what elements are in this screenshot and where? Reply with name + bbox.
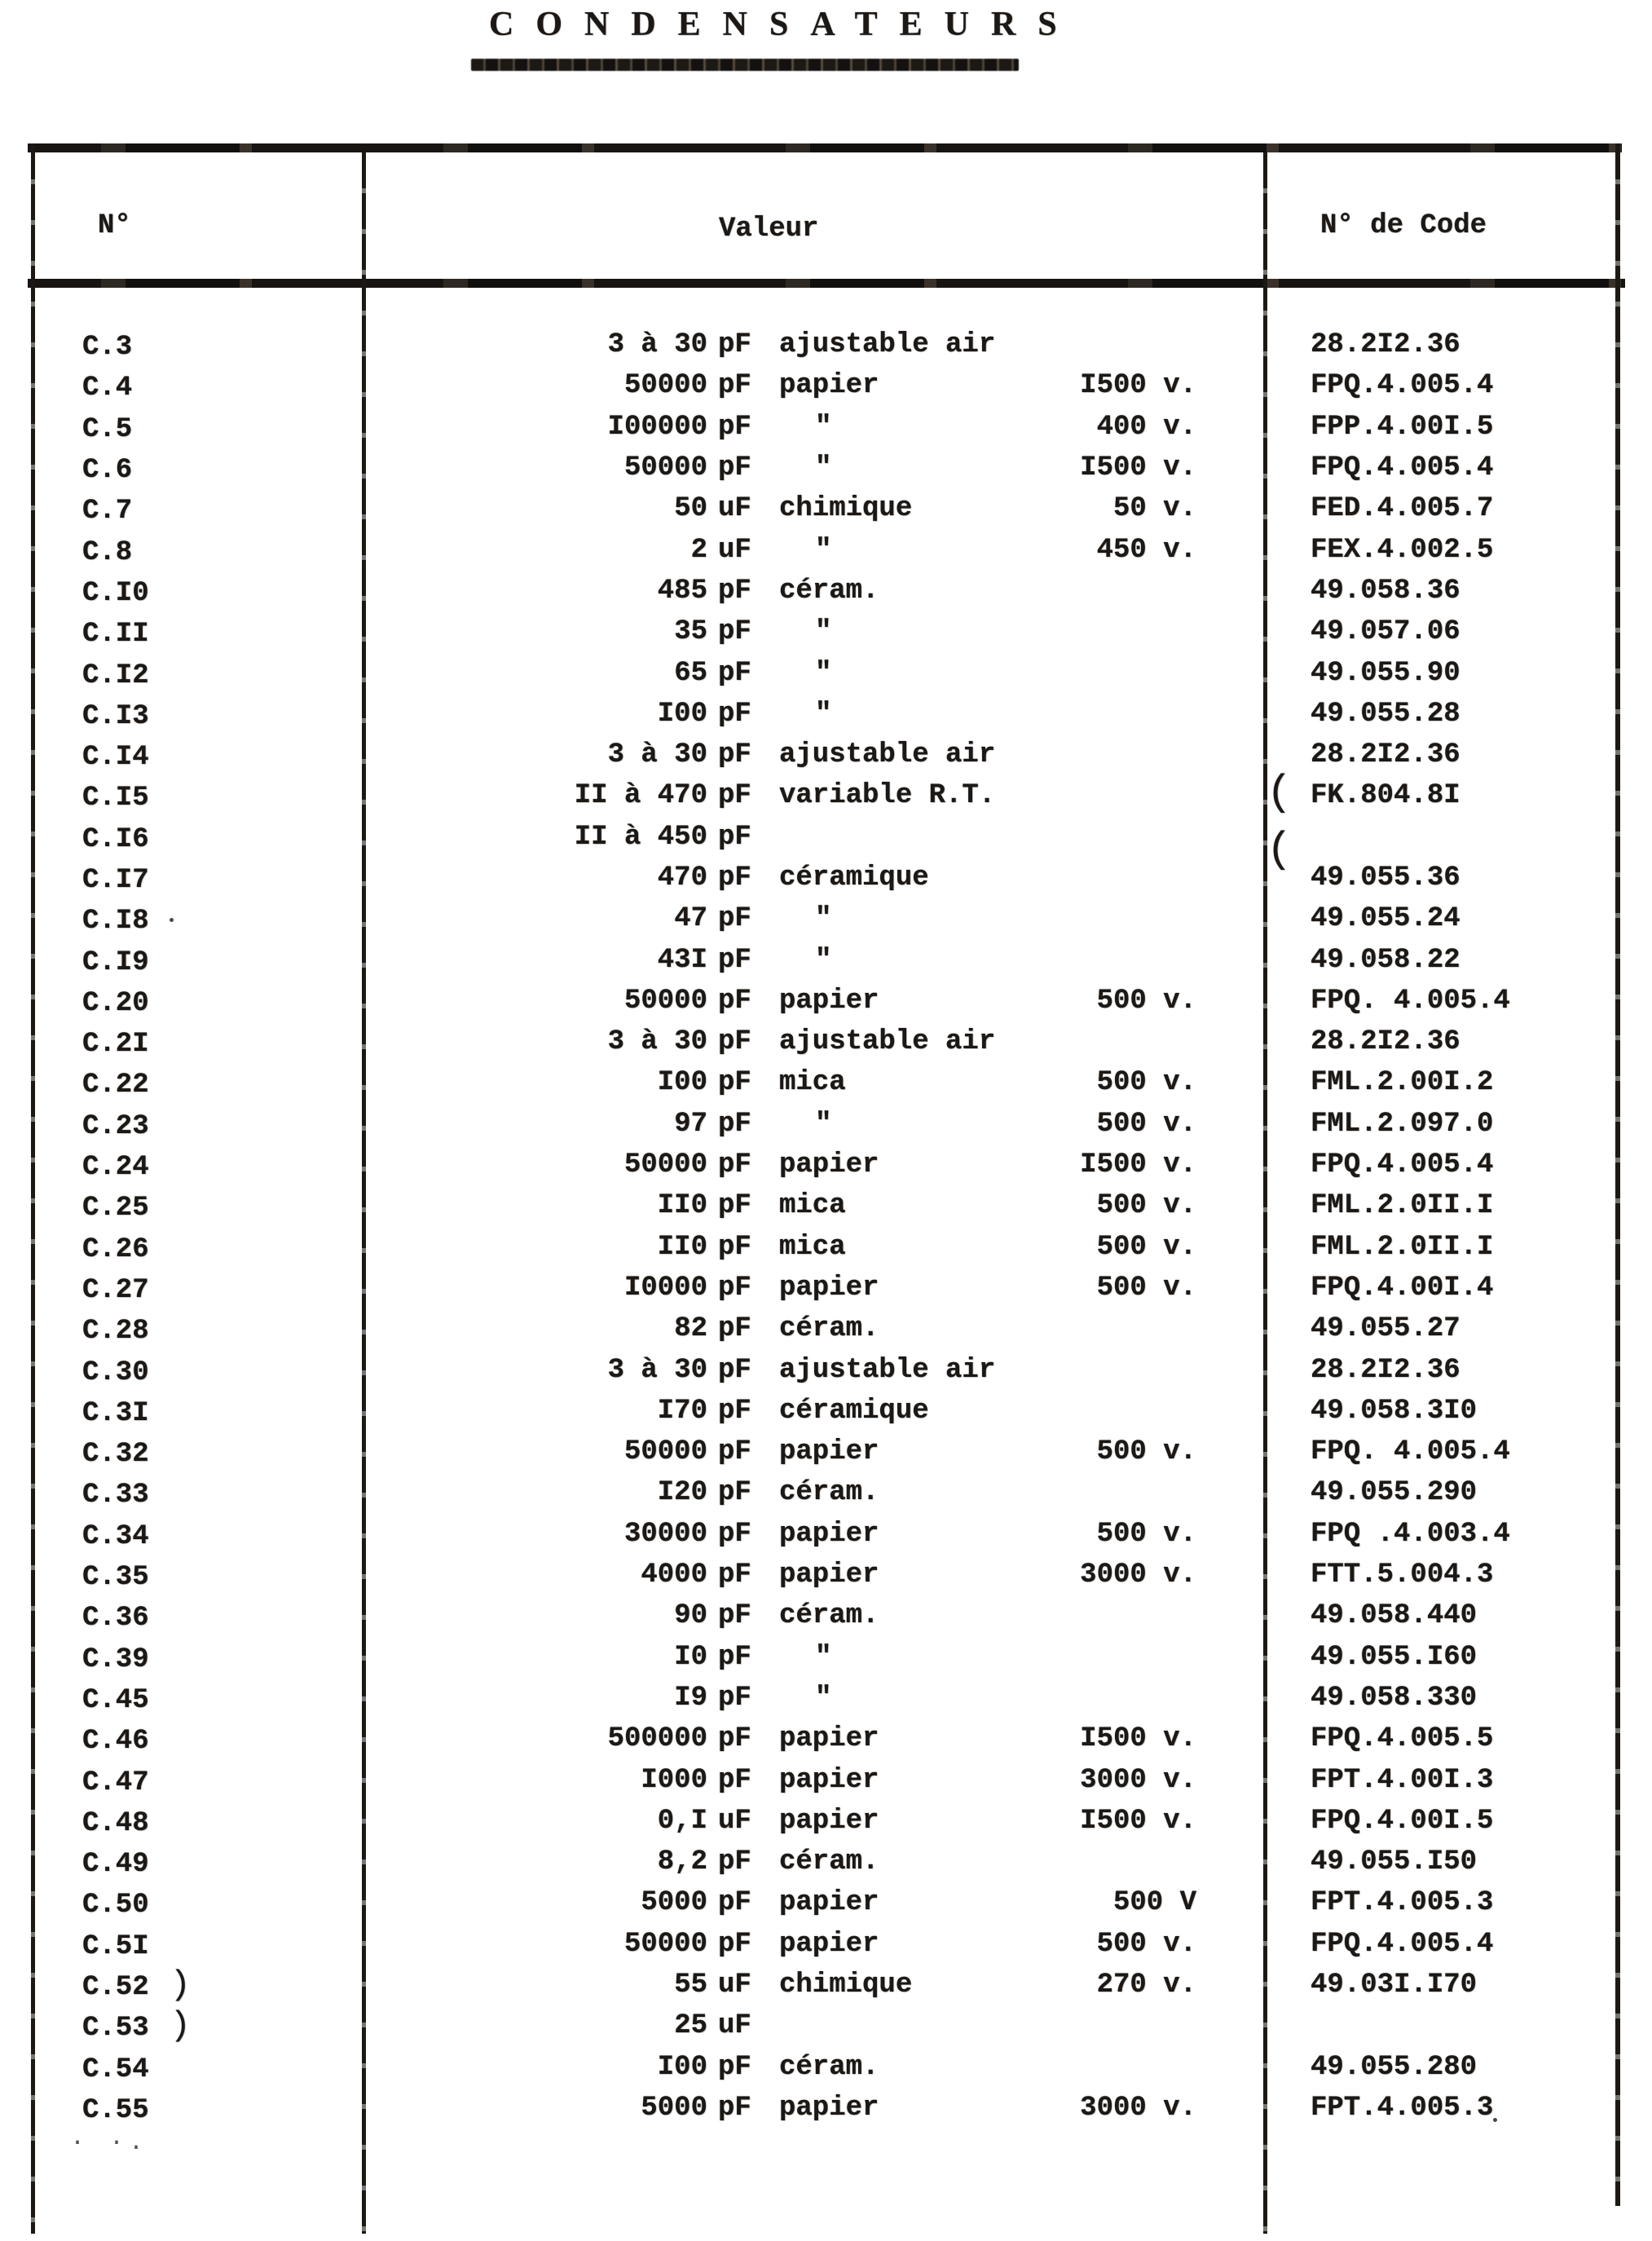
row-code: 49.058.3I0	[1311, 1395, 1478, 1427]
row-code: FML.2.0II.I	[1311, 1231, 1494, 1263]
row-code: 49.055.36	[1311, 862, 1460, 893]
row-code: FPQ.4.00I.4	[1311, 1272, 1494, 1304]
table-row	[35, 858, 1615, 898]
row-material: papier	[779, 1559, 879, 1591]
table-row	[35, 1842, 1615, 1882]
row-material: mica	[779, 1231, 846, 1263]
row-amount: 3 à 30	[607, 329, 707, 361]
row-unit: pF	[718, 1887, 751, 1919]
row-no: C.20	[82, 987, 149, 1019]
row-voltage: 500 v.	[1096, 985, 1196, 1017]
row-material: variable R.T.	[779, 780, 996, 812]
row-no: C.I0	[82, 577, 149, 609]
row-amount: 90	[674, 1600, 707, 1632]
row-unit: pF	[718, 1395, 751, 1427]
row-code: 49.057.06	[1311, 616, 1460, 648]
row-unit: uF	[718, 534, 751, 566]
row-unit: pF	[718, 1723, 751, 1755]
row-amount: 30000	[623, 1518, 707, 1550]
row-amount: 50000	[623, 1928, 707, 1960]
row-no: C.30	[82, 1357, 149, 1388]
row-code: FML.2.097.0	[1311, 1108, 1494, 1140]
row-amount: I00000	[607, 411, 707, 443]
row-material: "	[815, 1108, 830, 1140]
table-row	[35, 1185, 1615, 1226]
table-row	[35, 652, 1615, 693]
row-unit: pF	[718, 1477, 751, 1509]
row-unit: pF	[718, 1149, 751, 1181]
row-material: céram.	[779, 1477, 879, 1509]
row-unit: pF	[718, 1272, 751, 1304]
row-material: ajustable air	[779, 739, 996, 771]
table-row	[35, 1595, 1615, 1636]
row-no: C.7	[82, 496, 133, 527]
row-no: C.I6	[82, 823, 149, 855]
row-material: papier	[779, 1149, 879, 1181]
row-code: 49.055.28	[1311, 698, 1460, 730]
row-code: 49.058.330	[1311, 1682, 1478, 1714]
row-code: FK.804.8I	[1311, 780, 1460, 812]
row-amount: II0	[657, 1231, 707, 1263]
row-material: "	[815, 411, 830, 443]
row-material: papier	[779, 1723, 879, 1755]
table-row	[35, 488, 1615, 529]
row-unit: pF	[718, 944, 751, 976]
table-row	[35, 1965, 1615, 2005]
row-unit: uF	[718, 1805, 751, 1837]
row-unit: pF	[718, 1641, 751, 1673]
row-amount: 3 à 30	[607, 739, 707, 771]
row-unit: pF	[718, 1764, 751, 1796]
row-amount: 4000	[641, 1559, 707, 1591]
table-row	[35, 1555, 1615, 1595]
row-amount: 50000	[623, 370, 707, 402]
row-amount: 50000	[623, 1436, 707, 1468]
row-code: 49.058.36	[1311, 575, 1460, 607]
row-unit: pF	[718, 739, 751, 771]
row-code: FPQ .4.003.4	[1311, 1518, 1510, 1550]
table-row	[35, 735, 1615, 775]
table-top-rule	[28, 143, 1622, 152]
row-code: FPQ.4.005.4	[1311, 370, 1494, 402]
row-no: C.5I	[82, 1930, 149, 1962]
row-material: céramique	[779, 862, 929, 893]
row-amount: 97	[674, 1108, 707, 1140]
row-amount: 8,2	[657, 1846, 707, 1878]
header-code: N° de Code	[1320, 210, 1487, 241]
row-voltage: I500 v.	[1080, 1723, 1196, 1755]
row-no: C.I3	[82, 700, 149, 732]
row-no: C.33	[82, 1480, 149, 1511]
row-material: "	[815, 452, 830, 484]
row-amount: 35	[674, 616, 707, 648]
row-voltage: 400 v.	[1096, 411, 1196, 443]
row-amount: I00	[657, 698, 707, 730]
row-amount: I00	[657, 1067, 707, 1099]
row-unit: pF	[718, 657, 751, 689]
row-no: C.50	[82, 1890, 149, 1921]
row-amount: 50	[674, 493, 707, 525]
table-row	[35, 1514, 1615, 1555]
row-material: papier	[779, 1805, 879, 1837]
row-amount: 470	[657, 862, 707, 893]
row-voltage: 50 v.	[1112, 493, 1196, 525]
row-unit: pF	[718, 1108, 751, 1140]
row-material: céram.	[779, 2051, 879, 2083]
row-code: 49.055.I60	[1311, 1641, 1478, 1673]
row-unit: pF	[718, 1846, 751, 1878]
table-row	[35, 2046, 1615, 2087]
table-row	[35, 1472, 1615, 1513]
row-material: chimique	[779, 1970, 913, 2001]
table-row	[35, 1924, 1615, 1965]
row-material: papier	[779, 2092, 879, 2124]
row-code: FPT.4.005.3	[1311, 2092, 1494, 2124]
row-no: C.26	[82, 1233, 149, 1265]
row-unit: pF	[718, 1067, 751, 1099]
row-material: papier	[779, 1272, 879, 1304]
table-row	[35, 981, 1615, 1021]
row-code: 28.2I2.36	[1311, 1354, 1460, 1386]
table-row	[35, 769, 1615, 818]
row-voltage: 500 v.	[1096, 1272, 1196, 1304]
table-row	[35, 611, 1615, 652]
row-amount: 485	[657, 575, 707, 607]
ink-speck	[1493, 2118, 1497, 2122]
row-code: 49.055.I50	[1311, 1846, 1478, 1878]
row-unit: pF	[718, 903, 751, 935]
row-unit: pF	[718, 698, 751, 730]
row-no: C.8	[82, 536, 133, 568]
row-code: FPQ.4.005.5	[1311, 1723, 1494, 1755]
row-unit: pF	[718, 1928, 751, 1960]
row-code: FPQ.4.005.4	[1311, 1928, 1494, 1960]
row-amount: 500000	[607, 1723, 707, 1755]
row-no: C.3I	[82, 1397, 149, 1429]
row-amount: II à 470	[574, 780, 707, 812]
table-row	[35, 2088, 1615, 2129]
row-code: FTT.5.004.3	[1311, 1559, 1494, 1591]
row-voltage: 450 v.	[1096, 534, 1196, 566]
row-no: C.45	[82, 1684, 149, 1716]
row-amount: I70	[657, 1395, 707, 1427]
row-amount: 3 à 30	[607, 1026, 707, 1058]
row-no: C.49	[82, 1849, 149, 1881]
row-material: ajustable air	[779, 329, 996, 361]
row-amount: 5000	[641, 1887, 707, 1919]
row-code: FML.2.0II.I	[1311, 1190, 1494, 1222]
row-amount: 3 à 30	[607, 1354, 707, 1386]
row-material: "	[815, 1641, 830, 1673]
row-unit: uF	[718, 1970, 751, 2001]
table-row	[35, 1637, 1615, 1678]
table-row	[35, 1145, 1615, 1185]
table-row	[35, 1227, 1615, 1268]
table-row	[35, 1308, 1615, 1349]
document-title: CONDENSATEURS	[489, 6, 1079, 43]
row-code: FED.4.005.7	[1311, 493, 1494, 525]
row-material: céram.	[779, 575, 879, 607]
table-row	[35, 2005, 1615, 2046]
row-no: C.46	[82, 1726, 149, 1758]
row-unit: pF	[718, 1600, 751, 1632]
row-material: chimique	[779, 493, 913, 525]
row-no: C.3	[82, 332, 133, 364]
row-no: C.24	[82, 1152, 149, 1184]
table-row	[35, 571, 1615, 611]
row-voltage: I500 v.	[1080, 370, 1196, 402]
row-no: C.27	[82, 1274, 149, 1306]
row-no: C.52	[82, 1972, 149, 2004]
row-material: ajustable air	[779, 1354, 996, 1386]
row-unit: pF	[718, 329, 751, 361]
row-voltage: 500 V	[1112, 1887, 1196, 1919]
row-code: FPP.4.00I.5	[1311, 411, 1494, 443]
header-no: N°	[98, 210, 131, 241]
row-code-prefix: (	[1267, 769, 1293, 818]
row-no: C.22	[82, 1070, 149, 1101]
row-unit: pF	[718, 985, 751, 1017]
row-amount: I20	[657, 1477, 707, 1509]
row-no: C.6	[82, 455, 133, 487]
table-row	[35, 898, 1615, 939]
row-amount: 0,I	[657, 1805, 707, 1837]
row-no: C.I9	[82, 946, 149, 978]
table-row	[35, 529, 1615, 570]
row-code: FPQ.4.00I.5	[1311, 1805, 1494, 1837]
row-no: C.54	[82, 2054, 149, 2085]
row-amount: I9	[674, 1682, 707, 1714]
table-row	[35, 1801, 1615, 1842]
row-voltage: 3000 v.	[1080, 1764, 1196, 1796]
row-no: C.4	[82, 373, 133, 404]
row-material: papier	[779, 370, 879, 402]
ink-speck	[170, 918, 174, 922]
row-unit: pF	[718, 1436, 751, 1468]
table-row	[35, 1062, 1615, 1103]
row-unit: uF	[718, 493, 751, 525]
row-unit: pF	[718, 862, 751, 893]
row-code: 28.2I2.36	[1311, 739, 1460, 771]
row-amount: II0	[657, 1190, 707, 1222]
row-material: papier	[779, 1887, 879, 1919]
row-material: mica	[779, 1190, 846, 1222]
row-amount: I0	[674, 1641, 707, 1673]
table-border-right	[1615, 143, 1620, 2206]
table-row	[35, 1349, 1615, 1390]
row-material: "	[815, 1682, 830, 1714]
row-unit: pF	[718, 780, 751, 812]
row-no-suffix: )	[170, 2006, 191, 2046]
row-material: mica	[779, 1067, 846, 1099]
row-material: céramique	[779, 1395, 929, 1427]
row-material: céram.	[779, 1600, 879, 1632]
row-unit: pF	[718, 2092, 751, 2124]
title-underline-smudge	[471, 59, 1019, 71]
row-amount: 50000	[623, 1149, 707, 1181]
row-unit: pF	[718, 2051, 751, 2083]
row-unit: pF	[718, 1682, 751, 1714]
table-row	[35, 1104, 1615, 1145]
row-code: FPT.4.005.3	[1311, 1887, 1494, 1919]
row-amount: 25	[674, 2010, 707, 2042]
row-no: C.35	[82, 1562, 149, 1594]
row-voltage: 3000 v.	[1080, 2092, 1196, 2124]
row-code: 49.058.440	[1311, 1600, 1478, 1632]
row-unit: pF	[718, 1313, 751, 1345]
row-amount: 43I	[657, 944, 707, 976]
row-code: 49.055.280	[1311, 2051, 1478, 2083]
row-unit: pF	[718, 1026, 751, 1058]
row-material: papier	[779, 985, 879, 1017]
row-material: papier	[779, 1436, 879, 1468]
table-row	[35, 1021, 1615, 1062]
row-code-prefix: (	[1267, 825, 1293, 874]
row-no: C.I4	[82, 742, 149, 774]
row-code: FPT.4.00I.3	[1311, 1764, 1494, 1796]
table-row	[35, 817, 1615, 874]
row-unit: pF	[718, 411, 751, 443]
row-no: C.5	[82, 413, 133, 445]
row-voltage: 500 v.	[1096, 1108, 1196, 1140]
table-row	[35, 1718, 1615, 1759]
row-material: ajustable air	[779, 1026, 996, 1058]
row-amount: I0000	[623, 1272, 707, 1304]
table-row	[35, 1759, 1615, 1800]
row-material: papier	[779, 1764, 879, 1796]
row-amount: 65	[674, 657, 707, 689]
table-row	[35, 448, 1615, 488]
table-row	[35, 1678, 1615, 1718]
row-no: C.25	[82, 1193, 149, 1224]
row-no: C.34	[82, 1520, 149, 1552]
row-amount: 47	[674, 903, 707, 935]
row-unit: pF	[718, 1190, 751, 1222]
row-voltage: 500 v.	[1096, 1190, 1196, 1222]
row-material: "	[815, 616, 830, 648]
row-amount: 2	[690, 534, 707, 566]
row-no: C.36	[82, 1603, 149, 1634]
row-code: 28.2I2.36	[1311, 329, 1460, 361]
row-no: C.39	[82, 1643, 149, 1675]
row-amount: 55	[674, 1970, 707, 2001]
row-amount: 5000	[641, 2092, 707, 2124]
row-code: 49.055.24	[1311, 903, 1460, 935]
table-row	[35, 1882, 1615, 1923]
row-code: 28.2I2.36	[1311, 1026, 1460, 1058]
row-voltage: I500 v.	[1080, 1149, 1196, 1181]
row-no: C.I7	[82, 865, 149, 896]
row-amount: I000	[641, 1764, 707, 1796]
table-row	[35, 939, 1615, 980]
row-unit: pF	[718, 1354, 751, 1386]
row-voltage: 500 v.	[1096, 1231, 1196, 1263]
row-material: céram.	[779, 1846, 879, 1878]
row-voltage: 500 v.	[1096, 1928, 1196, 1960]
row-unit: pF	[718, 1559, 751, 1591]
row-code: 49.03I.I70	[1311, 1970, 1478, 2001]
row-voltage: I500 v.	[1080, 452, 1196, 484]
row-no: C.48	[82, 1807, 149, 1839]
row-voltage: 500 v.	[1096, 1518, 1196, 1550]
row-amount: 82	[674, 1313, 707, 1345]
row-material: "	[815, 534, 830, 566]
row-no: C.I5	[82, 783, 149, 814]
row-material: "	[815, 903, 830, 935]
row-unit: pF	[718, 616, 751, 648]
row-code: FPQ.4.005.4	[1311, 1149, 1494, 1181]
row-no: C.47	[82, 1767, 149, 1798]
row-code: FML.2.00I.2	[1311, 1067, 1494, 1099]
row-code: 49.055.290	[1311, 1477, 1478, 1509]
table-row	[35, 1432, 1615, 1472]
row-code: 49.055.90	[1311, 657, 1460, 689]
row-material: céram.	[779, 1313, 879, 1345]
table-row	[35, 1268, 1615, 1308]
row-code: 49.055.27	[1311, 1313, 1460, 1345]
row-no: C.I8	[82, 906, 149, 937]
row-no: C.23	[82, 1110, 149, 1142]
row-voltage: 3000 v.	[1080, 1559, 1196, 1591]
row-code: FPQ. 4.005.4	[1311, 1436, 1510, 1468]
row-unit: pF	[718, 452, 751, 484]
row-material: "	[815, 698, 830, 730]
table-row	[35, 1391, 1615, 1432]
row-unit: uF	[718, 2010, 751, 2042]
row-no: C.I2	[82, 660, 149, 691]
table-rows	[35, 324, 1615, 2129]
row-unit: pF	[718, 1231, 751, 1263]
row-voltage: 500 v.	[1096, 1067, 1196, 1099]
row-amount: I00	[657, 2051, 707, 2083]
row-voltage: I500 v.	[1080, 1805, 1196, 1837]
row-no: C.55	[82, 2094, 149, 2126]
table-row	[35, 365, 1615, 406]
row-amount: 50000	[623, 452, 707, 484]
row-material: "	[815, 657, 830, 689]
row-voltage: 270 v.	[1096, 1970, 1196, 2001]
stray-ink-marks: · ·.	[70, 2129, 149, 2157]
row-code: FPQ.4.005.4	[1311, 452, 1494, 484]
row-no: C.II	[82, 619, 149, 651]
row-no: C.28	[82, 1316, 149, 1348]
table-row	[35, 407, 1615, 448]
row-material: papier	[779, 1518, 879, 1550]
row-voltage: 500 v.	[1096, 1436, 1196, 1468]
header-valeur: Valeur	[719, 214, 819, 245]
table-header-rule	[28, 279, 1625, 288]
table-row	[35, 694, 1615, 735]
row-code: FEX.4.002.5	[1311, 534, 1494, 566]
table-row	[35, 324, 1615, 365]
row-unit: pF	[718, 1518, 751, 1550]
row-no: C.2I	[82, 1029, 149, 1061]
row-no: C.32	[82, 1439, 149, 1471]
row-amount: 50000	[623, 985, 707, 1017]
row-unit: pF	[718, 575, 751, 607]
row-material: papier	[779, 1928, 879, 1960]
row-amount: II à 450	[574, 821, 707, 853]
row-no: C.53	[82, 2013, 149, 2045]
row-no-suffix: )	[170, 1965, 191, 2005]
row-unit: pF	[718, 821, 751, 853]
row-material: "	[815, 944, 830, 976]
row-code: FPQ. 4.005.4	[1311, 985, 1510, 1017]
row-unit: pF	[718, 370, 751, 402]
row-code: 49.058.22	[1311, 944, 1460, 976]
